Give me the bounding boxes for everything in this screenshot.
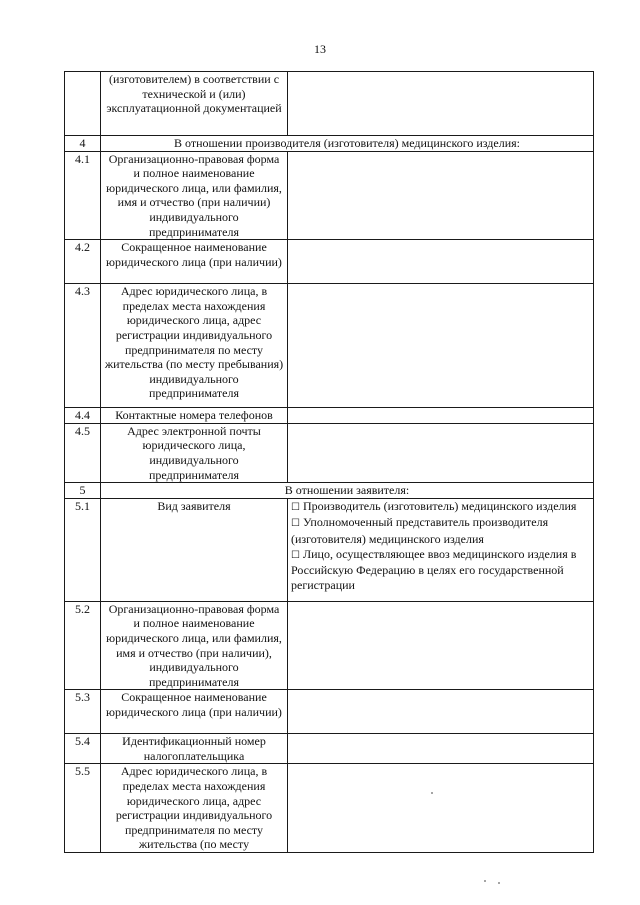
row-number: 5: [65, 483, 101, 499]
checkbox-icon[interactable]: ☐: [291, 549, 300, 561]
checkbox-icon[interactable]: ☐: [291, 518, 300, 530]
table-row: [65, 284, 594, 408]
field-label: Контактные номера телефонов: [101, 408, 288, 424]
applicant-type-option[interactable]: [291, 515, 590, 546]
table-row: [65, 151, 594, 240]
table-row: [65, 601, 594, 690]
row-number: 4.3: [65, 284, 101, 408]
section-row: [65, 483, 594, 499]
field-label: Организационно-правовая форма и полное наименование юридического лица, или фамилия, имя и отчество (при наличии) индивидуального предпринимателя: [101, 151, 288, 240]
table-row: [65, 408, 594, 424]
section-heading: В отношении производителя (изготовителя) медицинского изделия:: [101, 136, 594, 152]
applicant-type-option[interactable]: [291, 499, 590, 516]
row-number: 5.4: [65, 734, 101, 764]
field-value[interactable]: [288, 151, 594, 240]
row-number: 4.4: [65, 408, 101, 424]
applicant-type-options: [288, 498, 594, 601]
table-row: [65, 690, 594, 734]
field-value[interactable]: [288, 408, 594, 424]
section-row: [65, 136, 594, 152]
field-value[interactable]: [288, 734, 594, 764]
field-value[interactable]: [288, 601, 594, 690]
field-label: Адрес юридического лица, в пределах места нахождения юридического лица, адрес регистрации индивидуального предпринимателя по месту жительства (по месту: [101, 764, 288, 853]
table-row: [65, 423, 594, 482]
field-label: Адрес электронной почты юридического лица, индивидуального предпринимателя: [101, 423, 288, 482]
row-number: 5.3: [65, 690, 101, 734]
option-label: Уполномоченный представитель производителя (изготовителя) медицинского изделия: [291, 515, 549, 546]
field-value[interactable]: [288, 423, 594, 482]
field-value[interactable]: [288, 72, 594, 136]
field-label: Идентификационный номер налогоплательщика: [101, 734, 288, 764]
row-number: 5.5: [65, 764, 101, 853]
field-label: Вид заявителя: [101, 498, 288, 601]
page-number: 13: [314, 42, 326, 56]
field-label: (изготовителем) в соответствии с технической и (или) эксплуатационной документацией: [101, 72, 288, 136]
table-row: [65, 734, 594, 764]
row-number: 5.1: [65, 498, 101, 601]
row-number: 4.5: [65, 423, 101, 482]
option-label: Лицо, осуществляющее ввоз медицинского изделия в Российскую Федерацию в целях его государственной регистрации: [291, 546, 577, 592]
scan-speck: [431, 792, 433, 794]
field-value[interactable]: [288, 240, 594, 284]
form-table-body: [65, 72, 594, 853]
applicant-type-option[interactable]: [291, 547, 590, 593]
row-number: 4.2: [65, 240, 101, 284]
table-row: [65, 498, 594, 601]
option-label: Производитель (изготовитель) медицинского изделия: [302, 498, 577, 513]
table-row: [65, 72, 594, 136]
field-value[interactable]: [288, 284, 594, 408]
row-number: 4.1: [65, 151, 101, 240]
field-label: Организационно-правовая форма и полное наименование юридического лица, или фамилия, имя и отчество (при наличии), индивидуального предпринимателя: [101, 601, 288, 690]
row-number: 5.2: [65, 601, 101, 690]
field-label: Сокращенное наименование юридического лица (при наличии): [101, 240, 288, 284]
application-form-table: [64, 71, 594, 853]
scan-speck: [498, 882, 500, 884]
field-label: Сокращенное наименование юридического лица (при наличии): [101, 690, 288, 734]
field-value[interactable]: [288, 764, 594, 853]
row-number: [65, 72, 101, 136]
checkbox-icon[interactable]: ☐: [291, 501, 300, 513]
field-label: Адрес юридического лица, в пределах места нахождения юридического лица, адрес регистрации индивидуального предпринимателя по месту жительства (по месту пребывания) индивидуального предпринимателя: [101, 284, 288, 408]
scan-speck: [484, 880, 486, 882]
field-value[interactable]: [288, 690, 594, 734]
table-row: [65, 240, 594, 284]
row-number: 4: [65, 136, 101, 152]
section-heading: В отношении заявителя:: [101, 483, 594, 499]
table-row: [65, 764, 594, 853]
